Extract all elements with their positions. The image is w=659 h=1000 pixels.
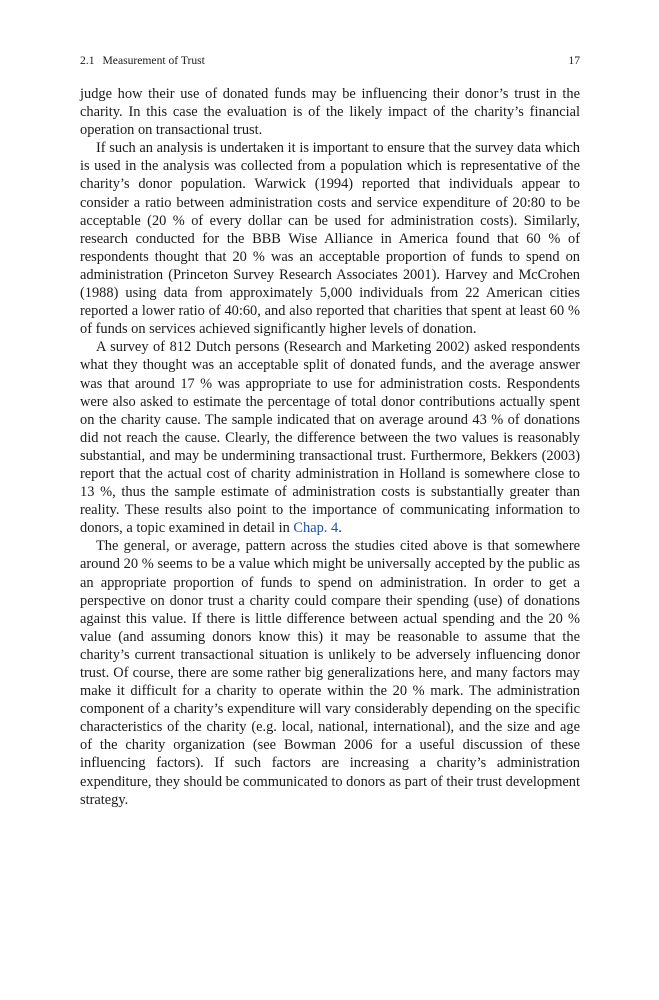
chapter-4-link[interactable]: Chap. 4: [293, 520, 339, 537]
paragraph-4: The general, or average, pattern across the studies cited above is that somewhere around 20 % seems to be a value which might be universally accepted by the public as an appropriate proportion of funds to spend on administration. In order to get a perspective on donor trust a charity could compare their spending (use) of donations against this value. If there is little difference between actual spending and the 20 % value (and assuming donors know this) it may be reasonable to assume that the charity’s current transactional situation is unlikely to be adversely influencing donor trust. Of course, there are some rather big generalizations here, and many factors may make it difficult for a charity to operate within the 20 % mark. The administration component of a charity’s expenditure will vary considerably depending on the specific characteristics of the charity (e.g. local, national, international), and the size and age of the charity organization (see Bowman 2006 for a useful discussion of these influencing factors). If such factors are increasing a charity’s administration expenditure, they should be communicated to donors as part of their trust development strategy.: [80, 538, 580, 808]
paragraph-2: If such an analysis is undertaken it is important to ensure that the survey data which is used in the analysis was collected from a population which is representative of the charity’s donor population. Warwick (1994) reported that individuals appear to consider a ratio between administration costs and service expenditure of 20:80 to be acceptable (20 % of every dollar can be used for administration costs). Similarly, research conducted for the BBB Wise Alliance in America found that 60 % of respondents thought that 20 % was an acceptable proportion of funds to spend on administration (Princeton Survey Research Associates 2001). Harvey and McCrohen (1988) using data from approximately 5,000 individuals from 22 American cities reported a lower ratio of 40:60, and also reported that charities that spent at least 60 % of funds on services achieved significantly higher levels of donation.: [80, 140, 580, 338]
page-number: 17: [568, 54, 580, 67]
paragraph-3-text-after-link: .: [338, 520, 342, 537]
paragraph-1: judge how their use of donated funds may be influencing their donor’s trust in the charity. In this case the evaluation is of the likely impact of the charity’s financial operation on transactional trust.: [80, 86, 580, 139]
body-text: [80, 85, 580, 809]
section-title: Measurement of Trust: [102, 54, 205, 67]
paragraph-3-text-before-link: A survey of 812 Dutch persons (Research and Marketing 2002) asked respondents what they thought was an acceptable split of donated funds, and the average answer was that around 17 % was appropriate to use for administration costs. Respondents were also asked to estimate the percentage of total donor contributions actually spent on the charity cause. The sample indicated that on average around 43 % of donations did not reach the cause. Clearly, the difference between the two values is reasonably substantial, and may be undermining transactional trust. Furthermore, Bekkers (2003) report that the actual cost of charity administration in Holland is somewhere close to 13 %, thus the sample estimate of administration costs is substantially greater than reality. These results also point to the importance of communicating information to donors, a topic examined in detail in: [80, 339, 580, 537]
book-page: [80, 0, 580, 1000]
paragraph-3: [80, 338, 580, 537]
running-head-section: [80, 53, 205, 69]
section-number: 2.1: [80, 54, 95, 67]
running-head: [80, 53, 580, 69]
